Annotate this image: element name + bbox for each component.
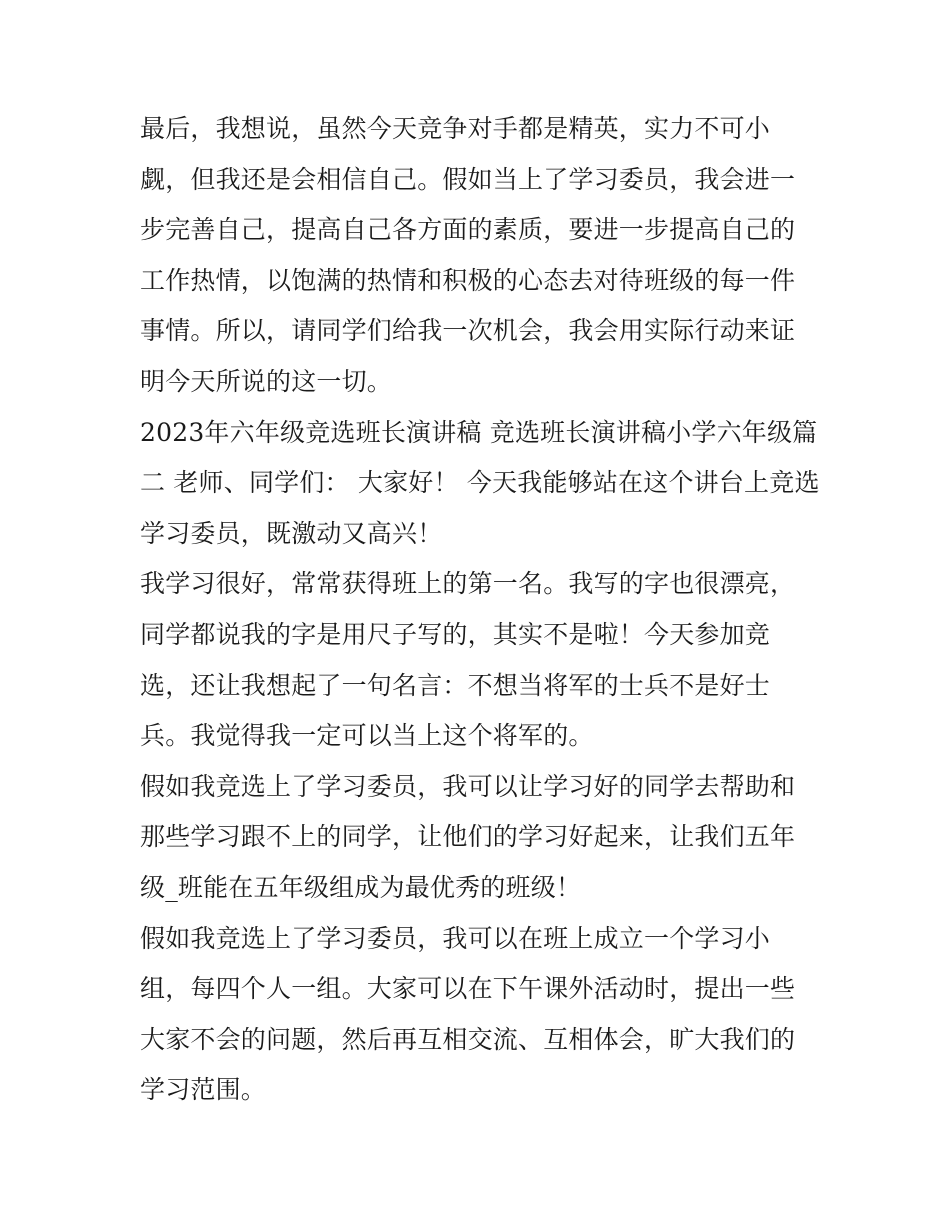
paragraph-self-introduction: 我学习很好，常常获得班上的第一名。我写的字也很漂亮，同学都说我的字是用尺子写的，其实不是啦！今天参加竞选，还让我想起了一句名言：不想当将军的士兵不是好士兵。我觉得我一定可以当上这个将军的。 — [140, 569, 796, 751]
paragraph-speech-title-greeting: 2023年六年级竞选班长演讲稿 竞选班长演讲稿小学六年级篇二 老师、同学们： 大家好！ 今天我能够站在这个讲台上竞选学习委员，既激动又高兴！ — [140, 417, 820, 548]
paragraph-plan-peer-help: 假如我竞选上了学习委员，我可以让学习好的同学去帮助和那些学习跟不上的同学，让他们的学习好起来，让我们五年级_班能在五年级组成为最优秀的班级！ — [140, 771, 796, 902]
document-body — [140, 104, 820, 1116]
paragraph-plan-study-group: 假如我竞选上了学习委员，我可以在班上成立一个学习小组，每四个人一组。大家可以在下午课外活动时，提出一些大家不会的问题，然后再互相交流、互相体会，旷大我们的学习范围。 — [140, 923, 796, 1105]
paragraph-closing-remarks: 最后，我想说，虽然今天竞争对手都是精英，实力不可小觑，但我还是会相信自己。假如当上了学习委员，我会进一步完善自己，提高自己各方面的素质，要进一步提高自己的工作热情，以饱满的热情和积极的心态去对待班级的每一件事情。所以，请同学们给我一次机会，我会用实际行动来证明今天所说的这一切。 — [140, 114, 796, 396]
